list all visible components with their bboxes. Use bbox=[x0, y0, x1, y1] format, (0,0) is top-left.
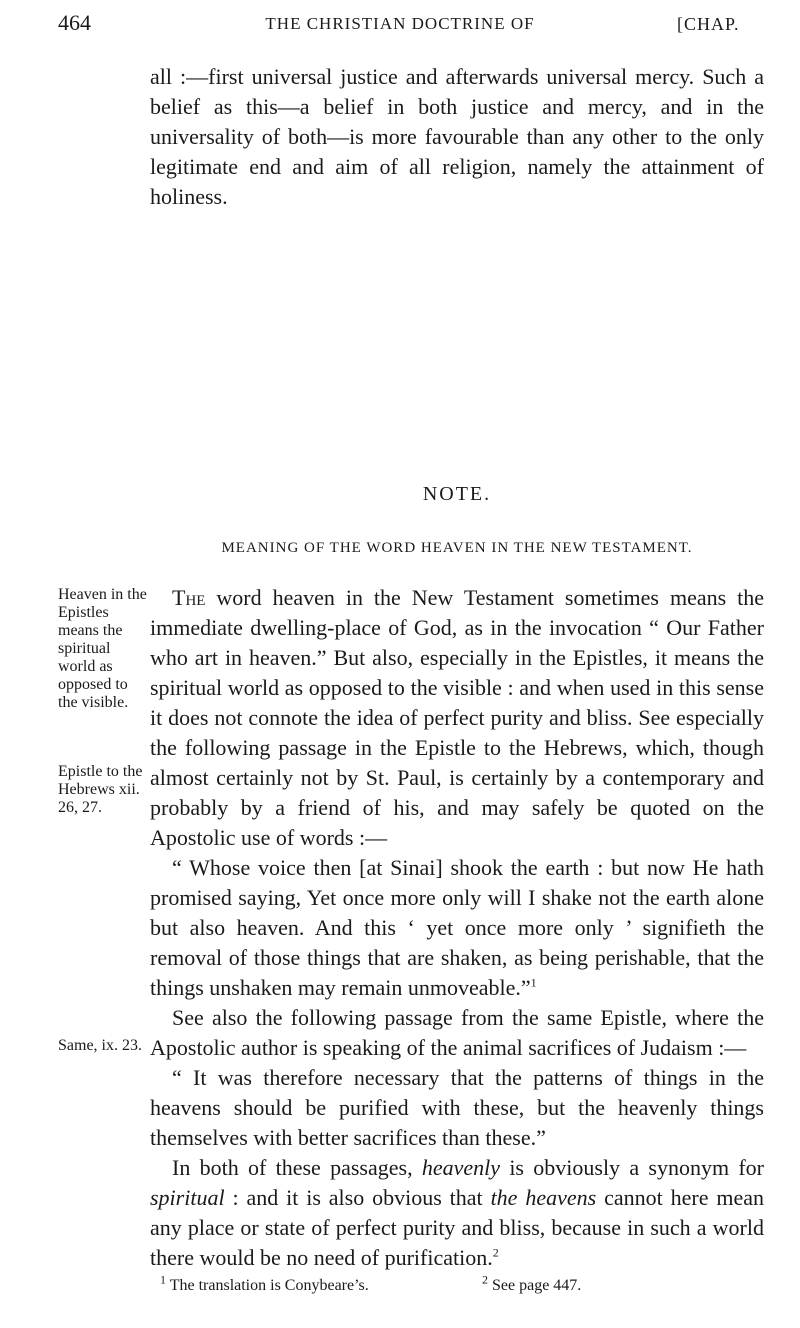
footnote-2 bbox=[482, 1272, 582, 1295]
footnote-ref-1: 1 bbox=[530, 975, 537, 990]
footnote-text-1: The translation is Conybeare’s. bbox=[166, 1277, 369, 1294]
running-header bbox=[0, 8, 800, 48]
paragraph-text: In both of these passages, bbox=[172, 1155, 422, 1180]
sidenote-same-ix: Same, ix. 23. bbox=[58, 1037, 142, 1054]
footnote-text-2: See page 447. bbox=[488, 1277, 582, 1294]
quote-text: “ Whose voice then [at Sinai] shook the earth : but now He hath promised saying, Yet once more only will I shake not the earth alone but also heaven. And this ‘ yet once more only ’ signifieth the removal of those things that are shaken, as being perishable, that the things unshaken may remain unmoveable.” bbox=[150, 855, 764, 1000]
paragraph-lead-word: The bbox=[172, 585, 206, 610]
sidenote-epistle-hebrews: Epistle to the Hebrews xii. 26, 27. bbox=[58, 763, 143, 816]
note-subtitle: MEANING OF THE WORD HEAVEN IN THE NEW TESTAMENT. bbox=[221, 540, 693, 556]
intro-paragraph: all :—first universal justice and afterwards universal mercy. Such a belief as this—a belief in both justice and mercy, and in the universality of both—is more favourable than any other to the only legitimate end and aim of all religion, namely the attainment of holiness. bbox=[150, 64, 764, 209]
note-paragraph-3: See also the following passage from the same Epistle, where the Apostolic author is speaking of the animal sacrifices of Judaism :— bbox=[150, 1005, 764, 1060]
footnote-ref-2: 2 bbox=[492, 1245, 499, 1260]
emphasis-the-heavens: the heavens bbox=[490, 1185, 597, 1210]
paragraph-text: cannot here mean any place or state of perfect purity and bliss, because in such a world there would be no need of purification. bbox=[150, 1185, 764, 1270]
paragraph-text: : and it is also obvious that bbox=[224, 1185, 491, 1210]
page-number: 464 bbox=[58, 10, 91, 35]
note-body bbox=[150, 583, 764, 1273]
emphasis-spiritual: spiritual bbox=[150, 1185, 225, 1210]
chapter-marker: [CHAP. bbox=[677, 14, 740, 34]
note-title: NOTE. bbox=[422, 483, 492, 505]
running-title: THE CHRISTIAN DOCTRINE OF bbox=[265, 14, 535, 33]
footnote-mark-2: 2 bbox=[482, 1272, 488, 1287]
paragraph-text: is obviously a synonym for bbox=[500, 1155, 764, 1180]
footnote-mark-1: 1 bbox=[160, 1272, 166, 1287]
emphasis-heavenly: heavenly bbox=[421, 1155, 501, 1180]
sidenote-heaven-in-epistles: Heaven in the Epistles means the spiritual world as opposed to the visible. bbox=[58, 586, 147, 711]
footnote-1 bbox=[160, 1272, 369, 1295]
paragraph-text: word heaven in the New Testament sometimes means the immediate dwelling-place of God, as in the invocation “ Our Father who art in heaven.” But also, especially in the Epistles, it means the spiritual world as opposed to the visible : and when used in this sense it does not connote the idea of perfect purity and bliss. See especially the following passage in the Epistle to the Hebrews, which, though almost certainly not by St. Paul, is certainly by a contemporary and probably by a friend of his, and may safely be quoted on the Apostolic use of words :— bbox=[150, 585, 764, 850]
note-quote-hebrews-xii bbox=[150, 853, 764, 1003]
note-quote-hebrews-ix: “ It was therefore necessary that the patterns of things in the heavens should be purified with these, but the heavenly things themselves with better sacrifices than these.” bbox=[150, 1065, 764, 1150]
note-paragraph-5 bbox=[150, 1153, 764, 1273]
note-paragraph-1 bbox=[150, 583, 764, 853]
